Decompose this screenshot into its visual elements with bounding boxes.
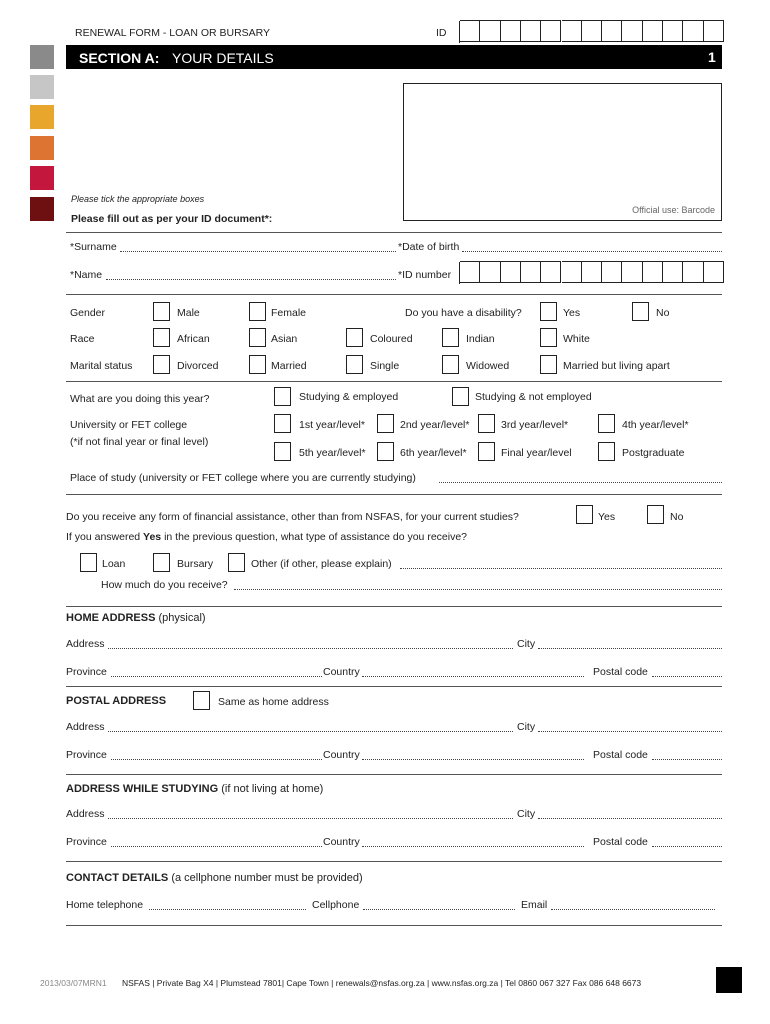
finance-followup-yes: Yes xyxy=(143,531,162,543)
level-5-checkbox[interactable] xyxy=(274,442,291,461)
finance-question: Do you receive any form of financial assistance, other than from NSFAS, for your current studies? xyxy=(66,511,519,523)
amount-label: How much do you receive? xyxy=(101,579,228,591)
dob-label: *Date of birth xyxy=(398,241,460,253)
id-digit-cell[interactable] xyxy=(663,261,683,283)
bursary-checkbox[interactable] xyxy=(153,553,170,572)
level-1-label: 1st year/level* xyxy=(299,419,365,431)
other-field[interactable] xyxy=(400,568,722,569)
id-digit-cell[interactable] xyxy=(562,261,582,283)
footer-code: 2013/03/07MRN1 xyxy=(40,978,107,988)
loan-label: Loan xyxy=(102,558,126,570)
race-indian-label: Indian xyxy=(466,333,495,345)
footer-info: NSFAS | Private Bag X4 | Plumstead 7801| Cape Town | renewals@nsfas.org.za | www.nsfas.org.za | Tel 0860 067 327 Fax 086 648 6673 xyxy=(122,978,642,988)
level-4-label: 4th year/level* xyxy=(622,419,689,431)
id-digit-cell[interactable] xyxy=(704,20,724,42)
tick-instruction: Please tick the appropriate boxes xyxy=(71,194,205,204)
id-digit-cell[interactable] xyxy=(622,20,642,42)
bursary-label: Bursary xyxy=(177,558,214,570)
marital-married-checkbox[interactable] xyxy=(249,355,266,374)
same-as-home-checkbox[interactable] xyxy=(193,691,210,710)
postal-address-field[interactable] xyxy=(108,731,513,732)
gender-female-checkbox[interactable] xyxy=(249,302,266,321)
id-digit-cell[interactable] xyxy=(683,20,703,42)
marital-apart-checkbox[interactable] xyxy=(540,355,557,374)
race-african-label: African xyxy=(177,333,210,345)
id-digit-cell[interactable] xyxy=(582,261,602,283)
gender-male-checkbox[interactable] xyxy=(153,302,170,321)
study-country-field[interactable] xyxy=(362,846,584,847)
section-bar xyxy=(66,45,722,69)
marital-apart-label: Married but living apart xyxy=(563,360,670,372)
divider xyxy=(66,232,722,233)
id-digit-cell[interactable] xyxy=(460,20,480,42)
level-4-checkbox[interactable] xyxy=(598,414,615,433)
gender-female-label: Female xyxy=(271,307,307,319)
marital-divorced-checkbox[interactable] xyxy=(153,355,170,374)
college-label: University or FET college xyxy=(70,419,188,431)
divider xyxy=(66,861,722,862)
studying-employed-label: Studying & employed xyxy=(299,391,399,403)
study-postal-label: Postal code xyxy=(593,836,648,848)
home-postal-label: Postal code xyxy=(593,666,648,678)
other-label: Other (if other, please explain) xyxy=(251,558,392,570)
level-1-checkbox[interactable] xyxy=(274,414,291,433)
postgraduate-label: Postgraduate xyxy=(622,447,685,459)
race-coloured-label: Coloured xyxy=(370,333,413,345)
same-as-home-label: Same as home address xyxy=(218,696,329,708)
home-province-label: Province xyxy=(66,666,107,678)
id-digit-cell[interactable] xyxy=(541,261,561,283)
section-title-rest: YOUR DETAILS xyxy=(172,50,274,66)
disability-no-label: No xyxy=(656,307,670,319)
study-city-label: City xyxy=(517,808,536,820)
divider xyxy=(66,925,722,926)
gender-label: Gender xyxy=(70,307,106,319)
divider xyxy=(66,294,722,295)
postal-country-label: Country xyxy=(323,749,360,761)
postal-postal-field[interactable] xyxy=(652,759,722,760)
divider xyxy=(66,381,722,382)
id-digit-cell[interactable] xyxy=(622,261,642,283)
loan-checkbox[interactable] xyxy=(80,553,97,572)
cellphone-field[interactable] xyxy=(363,909,515,910)
level-2-checkbox[interactable] xyxy=(377,414,394,433)
home-address-field[interactable] xyxy=(108,648,513,649)
study-postal-field[interactable] xyxy=(652,846,722,847)
disability-yes-label: Yes xyxy=(563,307,581,319)
race-white-label: White xyxy=(563,333,590,345)
marital-divorced-label: Divorced xyxy=(177,360,219,372)
race-asian-checkbox[interactable] xyxy=(249,328,266,347)
home-address-sub: (physical) xyxy=(158,612,206,624)
footer-corner-block xyxy=(716,967,742,993)
marital-widowed-label: Widowed xyxy=(466,360,510,372)
page-number: 1 xyxy=(708,49,716,65)
home-province-field[interactable] xyxy=(111,676,322,677)
postal-province-field[interactable] xyxy=(111,759,322,760)
id-digit-cell[interactable] xyxy=(602,261,622,283)
level-6-checkbox[interactable] xyxy=(377,442,394,461)
id-digit-cell[interactable] xyxy=(663,20,683,42)
divider xyxy=(66,494,722,495)
cellphone-label: Cellphone xyxy=(312,899,360,911)
postal-postal-label: Postal code xyxy=(593,749,648,761)
name-label: *Name xyxy=(70,269,103,281)
finance-no-label: No xyxy=(670,511,684,523)
id-digit-cell[interactable] xyxy=(602,20,622,42)
level-5-label: 5th year/level* xyxy=(299,447,366,459)
disability-no-checkbox[interactable] xyxy=(632,302,649,321)
surname-field[interactable] xyxy=(120,251,396,252)
final-level-label: Final year/level xyxy=(501,447,572,459)
id-digit-cell[interactable] xyxy=(521,20,541,42)
id-digit-cell[interactable] xyxy=(460,261,480,283)
id-label: ID xyxy=(436,27,447,39)
race-white-checkbox[interactable] xyxy=(540,328,557,347)
swatch-maroon xyxy=(30,197,54,221)
id-digit-cell[interactable] xyxy=(704,261,724,283)
race-african-checkbox[interactable] xyxy=(153,328,170,347)
surname-label: *Surname xyxy=(70,241,117,253)
id-digit-cell[interactable] xyxy=(541,20,561,42)
finance-yes-checkbox[interactable] xyxy=(576,505,593,524)
home-tel-field[interactable] xyxy=(149,909,306,910)
postal-province-label: Province xyxy=(66,749,107,761)
race-coloured-checkbox[interactable] xyxy=(346,328,363,347)
marital-single-checkbox[interactable] xyxy=(346,355,363,374)
finance-yes-label: Yes xyxy=(598,511,616,523)
home-postal-field[interactable] xyxy=(652,676,722,677)
finance-followup-pre: If you answered xyxy=(66,531,144,543)
id-digit-cell[interactable] xyxy=(501,20,521,42)
id-digit-cell[interactable] xyxy=(501,261,521,283)
study-address-field[interactable] xyxy=(108,818,513,819)
home-tel-label: Home telephone xyxy=(66,899,144,911)
section-title-bold: SECTION A: xyxy=(79,50,160,66)
divider xyxy=(66,606,722,607)
amount-field[interactable] xyxy=(234,589,722,590)
id-grid-top[interactable] xyxy=(459,21,724,43)
id-digit-cell[interactable] xyxy=(521,261,541,283)
home-city-field[interactable] xyxy=(538,648,722,649)
home-country-label: Country xyxy=(323,666,360,678)
marital-widowed-checkbox[interactable] xyxy=(442,355,459,374)
marital-single-label: Single xyxy=(370,360,400,372)
contact-heading: CONTACT DETAILS xyxy=(66,872,169,884)
name-field[interactable] xyxy=(106,279,396,280)
marital-married-label: Married xyxy=(271,360,307,372)
study-address-heading: ADDRESS WHILE STUDYING xyxy=(66,783,219,795)
study-country-label: Country xyxy=(323,836,360,848)
finance-followup-post: in the previous question, what type of assistance do you receive? xyxy=(161,531,468,543)
postal-city-label: City xyxy=(517,721,536,733)
race-indian-checkbox[interactable] xyxy=(442,328,459,347)
email-label: Email xyxy=(521,899,548,911)
postgraduate-checkbox[interactable] xyxy=(598,442,615,461)
place-of-study-label: Place of study (university or FET college where you are currently studying) xyxy=(70,472,416,484)
contact-title xyxy=(66,873,363,884)
final-level-checkbox[interactable] xyxy=(478,442,495,461)
contact-sub: (a cellphone number must be provided) xyxy=(171,872,363,884)
id-digit-cell[interactable] xyxy=(582,20,602,42)
barcode-label: Official use: Barcode xyxy=(632,205,715,215)
home-address-label: Address xyxy=(66,638,105,650)
id-digit-cell[interactable] xyxy=(683,261,703,283)
college-note: (*if not final year or final level) xyxy=(70,436,209,448)
id-digit-cell[interactable] xyxy=(562,20,582,42)
studying-employed-checkbox[interactable] xyxy=(274,387,291,406)
level-2-label: 2nd year/level* xyxy=(400,419,470,431)
finance-followup xyxy=(66,532,467,543)
id-number-label: *ID number xyxy=(398,269,452,281)
id-digit-cell[interactable] xyxy=(480,261,500,283)
swatch-red xyxy=(30,166,54,190)
form-title: RENEWAL FORM - LOAN OR BURSARY xyxy=(75,27,271,39)
postal-country-field[interactable] xyxy=(362,759,584,760)
place-of-study-field[interactable] xyxy=(439,482,722,483)
disability-label: Do you have a disability? xyxy=(405,307,522,319)
email-field[interactable] xyxy=(551,909,715,910)
studying-not-employed-label: Studying & not employed xyxy=(475,391,592,403)
level-3-label: 3rd year/level* xyxy=(501,419,569,431)
home-address-title xyxy=(66,613,206,624)
study-address-sub: (if not living at home) xyxy=(221,783,324,795)
id-digit-cell[interactable] xyxy=(643,20,663,42)
home-country-field[interactable] xyxy=(362,676,584,677)
swatch-orange xyxy=(30,136,54,160)
study-province-field[interactable] xyxy=(111,846,322,847)
studying-not-employed-checkbox[interactable] xyxy=(452,387,469,406)
activity-label: What are you doing this year? xyxy=(70,393,210,405)
race-label: Race xyxy=(70,333,95,345)
gender-male-label: Male xyxy=(177,307,200,319)
other-checkbox[interactable] xyxy=(228,553,245,572)
fill-instruction: Please fill out as per your ID document*: xyxy=(71,213,273,225)
home-city-label: City xyxy=(517,638,536,650)
divider xyxy=(66,774,722,775)
postal-address-label: Address xyxy=(66,721,105,733)
id-digit-cell[interactable] xyxy=(643,261,663,283)
id-digit-cell[interactable] xyxy=(480,20,500,42)
swatch-gray xyxy=(30,45,54,69)
level-3-checkbox[interactable] xyxy=(478,414,495,433)
finance-no-checkbox[interactable] xyxy=(647,505,664,524)
study-city-field[interactable] xyxy=(538,818,722,819)
level-6-label: 6th year/level* xyxy=(400,447,467,459)
divider xyxy=(66,686,722,687)
postal-city-field[interactable] xyxy=(538,731,722,732)
swatch-light-gray xyxy=(30,75,54,99)
home-address-heading: HOME ADDRESS xyxy=(66,612,156,624)
dob-field[interactable] xyxy=(462,251,722,252)
race-asian-label: Asian xyxy=(271,333,298,345)
id-number-grid[interactable] xyxy=(459,262,724,284)
barcode-box xyxy=(403,83,722,221)
study-address-title xyxy=(66,784,323,795)
marital-label: Marital status xyxy=(70,360,133,372)
disability-yes-checkbox[interactable] xyxy=(540,302,557,321)
postal-address-title: POSTAL ADDRESS xyxy=(66,695,167,707)
swatch-yellow xyxy=(30,105,54,129)
study-address-label: Address xyxy=(66,808,105,820)
study-province-label: Province xyxy=(66,836,107,848)
